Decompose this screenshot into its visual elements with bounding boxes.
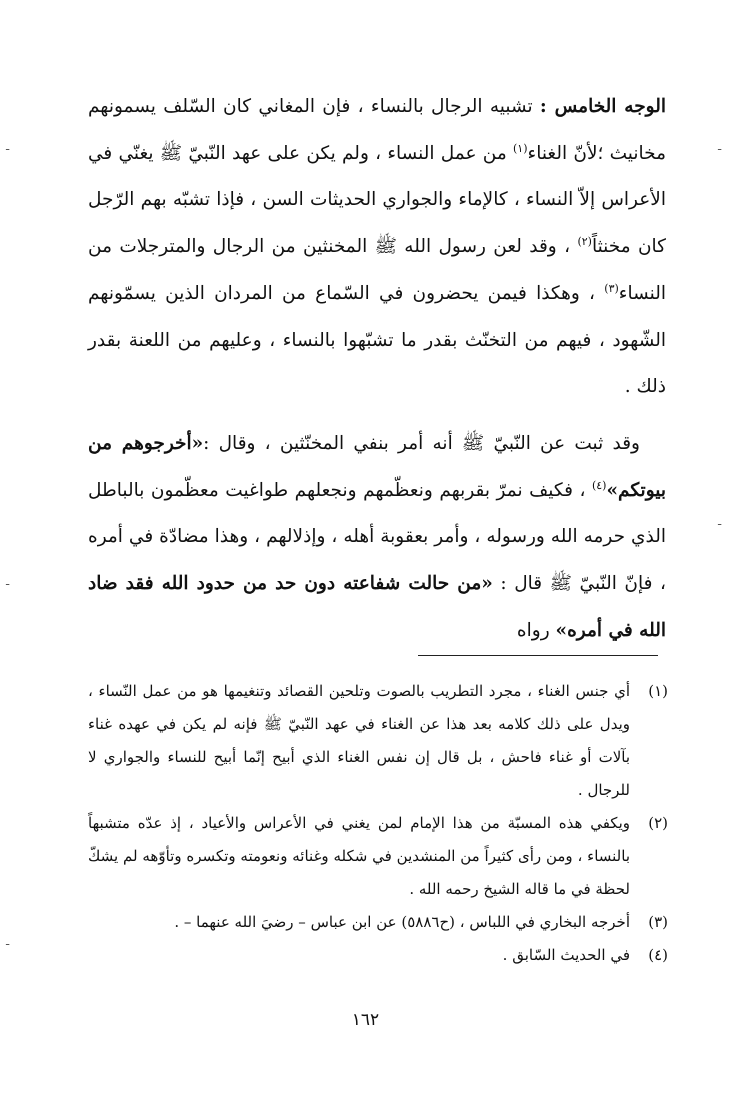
text-run: ، وقد لعن رسول الله ﷺ المخنثين من الرجال والمترجلات من النساء bbox=[88, 236, 666, 304]
footnotes bbox=[88, 675, 668, 972]
hadith-quote: «من حالت شفاعته دون حد من حدود الله فقد ضاد الله في أمره» bbox=[88, 573, 666, 641]
paragraph-2 bbox=[88, 421, 666, 655]
scan-mark: ـ bbox=[6, 140, 10, 153]
text-run: تشبيه الرجال بالنساء ، فإن المغاني كان السّلف يسمونهم مخانيث ؛لأنّ الغناء bbox=[88, 96, 666, 164]
footnote bbox=[88, 906, 668, 939]
footnote-text: أي جنس الغناء ، مجرد التطريب بالصوت وتلحين القصائد وتنغيمها هو من عمل النّساء ، ويدل على ذلك كلامه بعد هذا عن الغناء في عهد النّبيّ ﷺ فإنه لم يكن في عهده غناء بآلات أو غناء فاحش ، بل قال إن نفس الغناء الذي أبيح إنّما أبيح للنساء والجواري لا للرجال . bbox=[88, 682, 630, 799]
footnote-ref-4[interactable]: (٤) bbox=[591, 478, 607, 492]
scan-mark: ـ bbox=[6, 575, 10, 588]
footnote-number: (٢) bbox=[648, 814, 668, 832]
footnote bbox=[88, 807, 668, 906]
text-run: من عمل النساء ، ولم يكن على عهد النّبيّ ﷺ يغنّي في الأعراس إلاّ النساء ، كالإماء والجواري الحديثات السن ، فإذا تشبّه بهم الرّجل كان مخنثاً bbox=[88, 142, 666, 258]
main-text bbox=[88, 84, 666, 654]
footnote-number: (٣) bbox=[648, 913, 668, 931]
footnote bbox=[88, 939, 668, 972]
footnote-text: أخرجه البخاري في اللباس ، (ح٥٨٨٦) عن ابن عباس – رضيَ الله عنهما – . bbox=[174, 913, 630, 931]
footnote-number: (١) bbox=[648, 682, 668, 700]
scan-mark: ـ bbox=[718, 140, 722, 153]
footnote-ref-2[interactable]: (٢) bbox=[577, 234, 592, 248]
scan-mark: ـ bbox=[718, 515, 722, 528]
text-run: ، وهكذا فيمن يحضرون في السّماع من المردان الذين يسمّونهم الشّهود ، فيهم من التخنّث بقدر ما تشبّهوا بالنساء ، وعليهم من اللعنة بقدر ذلك . bbox=[88, 282, 666, 398]
footnote-ref-3[interactable]: (٣) bbox=[604, 281, 619, 295]
section-heading: الوجه الخامس : bbox=[539, 96, 666, 117]
footnote-number: (٤) bbox=[648, 946, 668, 964]
footnote-text: في الحديث السّابق . bbox=[502, 946, 630, 964]
page-number: ١٦٢ bbox=[351, 1010, 380, 1030]
text-run: رواه bbox=[516, 619, 550, 641]
text-run: ، فكيف نمرّ بقربهم ونعظّمهم ونجعلهم طواغيت معظّمون بالباطل الذي حرمه الله ورسوله ، وأمر بعقوبة أهله ، وإذلالهم ، وهذا مضادّة في أمره ، فإنّ النّبيّ ﷺ قال : bbox=[88, 479, 667, 595]
scan-mark: ـ bbox=[6, 935, 10, 948]
footnote-text: ويكفي هذه المسبّة من هذا الإمام لمن يغني في الأعراس والأعياد ، إذ عدّه متشبهاً بالنساء ، ومن رأى كثيراً من المنشدين في شكله وغنائه ونعومته وتكسره وتأوّهه لم يشكّ لحظة في ما قاله الشيخ رحمه الله . bbox=[88, 814, 630, 898]
paragraph-1 bbox=[88, 84, 666, 411]
hadith-quote: «أخرجوهم من بيوتكم» bbox=[88, 432, 666, 501]
text-run: وقد ثبت عن النّبيّ ﷺ أنه أمر بنفي المخنّثين ، وقال : bbox=[203, 432, 640, 454]
footnote-separator bbox=[418, 655, 658, 656]
footnote-ref-1[interactable]: (١) bbox=[512, 141, 528, 155]
footnote bbox=[88, 675, 668, 807]
